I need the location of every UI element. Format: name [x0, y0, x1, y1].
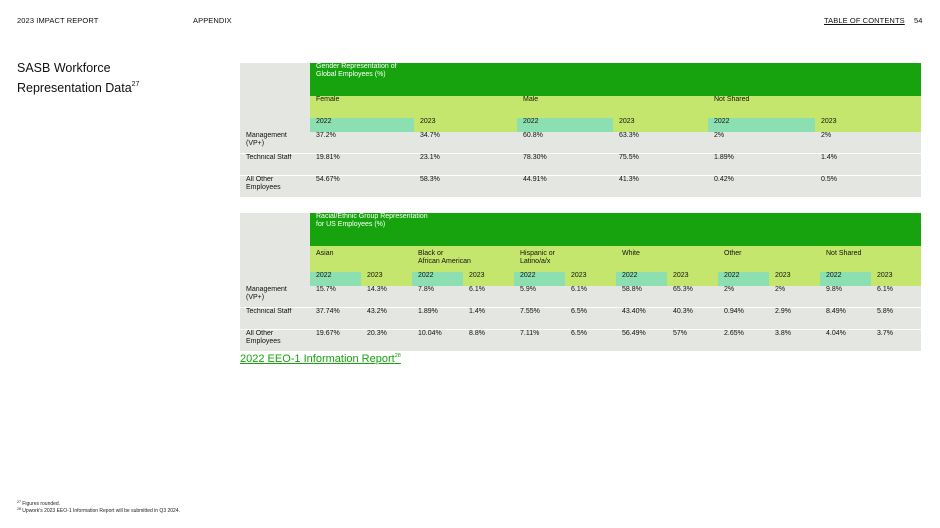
year-header: 2023	[361, 272, 412, 286]
value-cell: 44.91%	[517, 176, 613, 198]
value-cell: 6.1%	[565, 286, 616, 308]
value-cell: 7.55%	[514, 308, 565, 330]
group-header: Not Shared	[708, 96, 921, 118]
footnote-text: Figures rounded.	[22, 501, 61, 507]
value-cell: 2.9%	[769, 308, 820, 330]
value-cell: 34.7%	[414, 132, 517, 154]
year-header: 2022	[310, 118, 414, 132]
gender-representation-table	[240, 63, 921, 197]
table-row	[240, 176, 921, 198]
value-cell: 23.1%	[414, 154, 517, 176]
value-cell: 3.7%	[871, 330, 921, 352]
corner-cell	[240, 63, 310, 132]
table-row	[240, 154, 921, 176]
footnote-number: 27	[17, 500, 21, 504]
group-header-line2: Latino/a/x	[520, 258, 551, 265]
table-title-line2: for US Employees (%)	[316, 221, 386, 228]
value-cell: 54.67%	[310, 176, 414, 198]
corner-cell	[240, 213, 310, 286]
value-cell: 0.5%	[815, 176, 921, 198]
footnote-number: 28	[17, 507, 21, 511]
value-cell: 58.8%	[616, 286, 667, 308]
page-title	[17, 61, 139, 96]
value-cell: 6.1%	[463, 286, 514, 308]
year-header: 2023	[414, 118, 517, 132]
group-header-line1: White	[622, 250, 640, 257]
value-cell: 58.3%	[414, 176, 517, 198]
group-header-line1: Not Shared	[826, 250, 862, 257]
footnote-ref: 27	[131, 80, 140, 88]
row-label	[240, 286, 310, 308]
year-header: 2022	[820, 272, 871, 286]
value-cell: 65.3%	[667, 286, 718, 308]
table-title-line1: Racial/Ethnic Group Representation	[316, 213, 428, 220]
table-row	[240, 308, 921, 330]
page-title-line2	[17, 77, 139, 97]
footnote	[17, 500, 60, 507]
value-cell: 75.5%	[613, 154, 708, 176]
row-label	[240, 132, 310, 154]
page-title-line2-text: Representation Data	[17, 80, 132, 95]
group-header-line1: Black or	[418, 250, 444, 257]
section-label: APPENDIX	[193, 16, 232, 25]
row-label-line2: (VP+)	[246, 294, 265, 301]
value-cell: 19.67%	[310, 330, 361, 352]
value-cell: 4.04%	[820, 330, 871, 352]
value-cell: 1.89%	[412, 308, 463, 330]
value-cell: 6.5%	[565, 330, 616, 352]
value-cell: 41.3%	[613, 176, 708, 198]
group-header-line1: Other	[724, 250, 742, 257]
value-cell: 15.7%	[310, 286, 361, 308]
value-cell: 5.9%	[514, 286, 565, 308]
year-header: 2022	[708, 118, 815, 132]
group-header-line2: African American	[418, 258, 471, 265]
value-cell: 9.8%	[820, 286, 871, 308]
table-row	[240, 132, 921, 154]
row-label-line1: All Other	[246, 176, 274, 183]
value-cell: 1.4%	[815, 154, 921, 176]
footnote-ref: 28	[394, 353, 401, 359]
value-cell: 0.42%	[708, 176, 815, 198]
value-cell: 2.65%	[718, 330, 769, 352]
table-title-line1: Gender Representation of	[316, 63, 397, 70]
row-label	[240, 154, 310, 176]
footnote-text: Upwork's 2023 EEO-1 Information Report will be submitted in Q3 2024.	[22, 508, 180, 514]
group-header	[718, 246, 820, 272]
racial-ethnic-representation-table	[240, 213, 921, 351]
value-cell: 8.49%	[820, 308, 871, 330]
row-label-line1: Technical Staff	[246, 308, 292, 315]
row-label	[240, 176, 310, 198]
footnote	[17, 507, 180, 514]
value-cell: 57%	[667, 330, 718, 352]
year-header: 2022	[718, 272, 769, 286]
row-label-line1: Management	[246, 286, 287, 293]
value-cell: 2%	[815, 132, 921, 154]
value-cell: 2%	[708, 132, 815, 154]
table-title	[310, 213, 921, 246]
row-label	[240, 308, 310, 330]
value-cell: 37.74%	[310, 308, 361, 330]
year-header: 2023	[613, 118, 708, 132]
value-cell: 37.2%	[310, 132, 414, 154]
value-cell: 19.81%	[310, 154, 414, 176]
value-cell: 20.3%	[361, 330, 412, 352]
value-cell: 2%	[718, 286, 769, 308]
group-header	[310, 246, 412, 272]
year-header: 2023	[815, 118, 921, 132]
value-cell: 6.1%	[871, 286, 921, 308]
value-cell: 2%	[769, 286, 820, 308]
year-header: 2022	[310, 272, 361, 286]
group-header-line1: Asian	[316, 250, 334, 257]
value-cell: 10.04%	[412, 330, 463, 352]
value-cell: 1.4%	[463, 308, 514, 330]
eeo-report-link[interactable]	[240, 353, 401, 365]
year-header: 2023	[463, 272, 514, 286]
year-header: 2022	[616, 272, 667, 286]
value-cell: 7.8%	[412, 286, 463, 308]
year-header: 2023	[871, 272, 921, 286]
table-row	[240, 330, 921, 352]
row-label-line1: Technical Staff	[246, 154, 292, 161]
value-cell: 78.30%	[517, 154, 613, 176]
table-of-contents-link[interactable]: TABLE OF CONTENTS	[824, 16, 905, 25]
year-header: 2022	[412, 272, 463, 286]
value-cell: 1.89%	[708, 154, 815, 176]
group-header: Male	[517, 96, 708, 118]
year-header: 2023	[769, 272, 820, 286]
row-label-line1: Management	[246, 132, 287, 139]
value-cell: 43.40%	[616, 308, 667, 330]
value-cell: 0.94%	[718, 308, 769, 330]
row-label-line1: All Other	[246, 330, 274, 337]
group-header	[514, 246, 616, 272]
row-label	[240, 330, 310, 352]
group-header-line1: Hispanic or	[520, 250, 556, 257]
row-label-line2: Employees	[246, 338, 281, 345]
value-cell: 43.2%	[361, 308, 412, 330]
year-header: 2023	[667, 272, 718, 286]
year-header: 2022	[517, 118, 613, 132]
group-header	[616, 246, 718, 272]
table-row	[240, 286, 921, 308]
group-header	[412, 246, 514, 272]
year-header: 2022	[514, 272, 565, 286]
row-label-line2: (VP+)	[246, 140, 265, 147]
eeo-report-link-text[interactable]: 2022 EEO-1 Information Report	[240, 353, 395, 365]
value-cell: 8.8%	[463, 330, 514, 352]
report-title: 2023 IMPACT REPORT	[17, 16, 99, 25]
value-cell: 14.3%	[361, 286, 412, 308]
row-label-line2: Employees	[246, 184, 281, 191]
value-cell: 60.8%	[517, 132, 613, 154]
value-cell: 63.3%	[613, 132, 708, 154]
page-title-line1: SASB Workforce	[17, 61, 111, 75]
value-cell: 7.11%	[514, 330, 565, 352]
group-header	[820, 246, 921, 272]
table-title-line2: Global Employees (%)	[316, 71, 386, 78]
value-cell: 56.49%	[616, 330, 667, 352]
value-cell: 3.8%	[769, 330, 820, 352]
value-cell: 5.8%	[871, 308, 921, 330]
page-number: 54	[914, 16, 923, 25]
group-header: Female	[310, 96, 517, 118]
value-cell: 6.5%	[565, 308, 616, 330]
year-header: 2023	[565, 272, 616, 286]
value-cell: 40.3%	[667, 308, 718, 330]
table-title	[310, 63, 921, 96]
